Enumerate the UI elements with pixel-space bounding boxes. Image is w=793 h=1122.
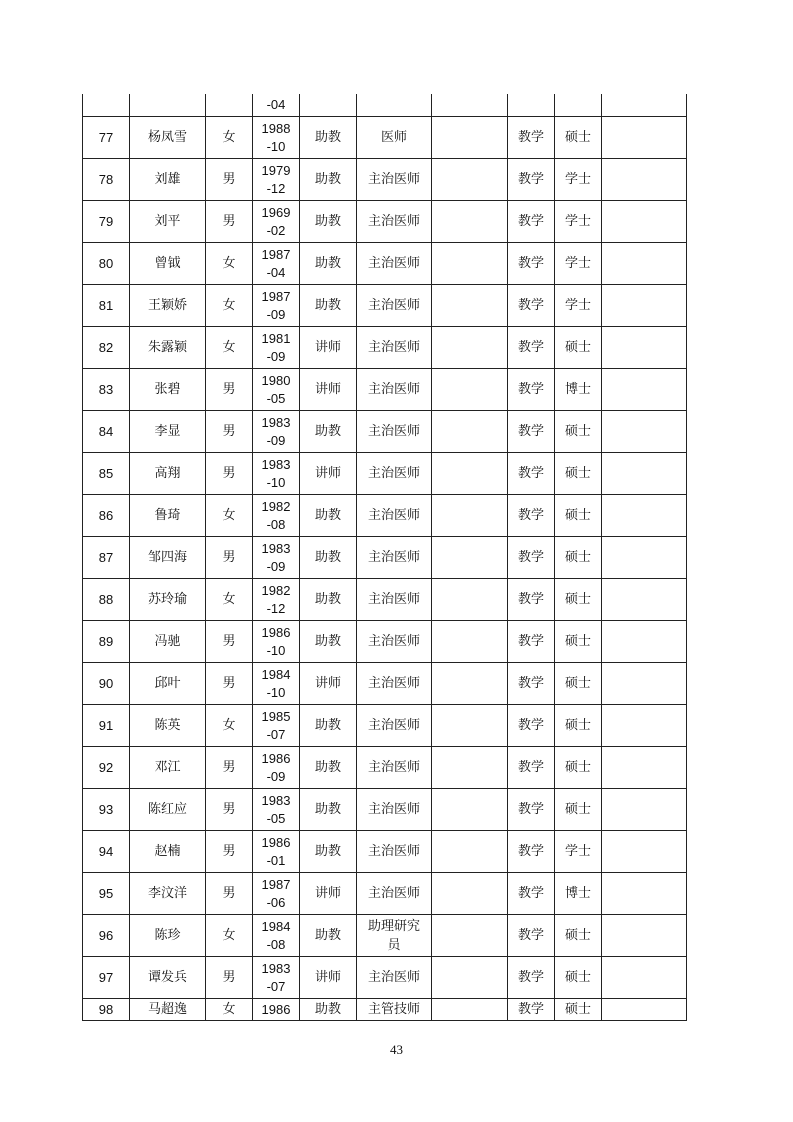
name-cell: 刘平 — [130, 201, 206, 243]
birth-month: -02 — [266, 222, 286, 238]
table-row-last — [83, 999, 687, 1021]
no-cell: 96 — [83, 915, 130, 957]
gender-cell: 女 — [206, 327, 253, 369]
role-cell: 教学 — [508, 579, 555, 621]
gender-cell: 女 — [206, 285, 253, 327]
degree-cell: 博士 — [555, 369, 602, 411]
name-cell: 赵楠 — [130, 831, 206, 873]
professional-title-cell: 主治医师 — [357, 411, 432, 453]
teaching-title-cell: 助教 — [300, 705, 357, 747]
gender-cell: 男 — [206, 411, 253, 453]
degree-cell: 硕士 — [555, 453, 602, 495]
no-cell: 88 — [83, 579, 130, 621]
no-cell: 98 — [83, 999, 130, 1021]
remarks-cell — [602, 915, 687, 957]
gender-cell: 男 — [206, 789, 253, 831]
blank-cell — [432, 537, 508, 579]
name-cell: 马超逸 — [130, 999, 206, 1021]
teaching-title-cell: 助教 — [300, 579, 357, 621]
birth-cell — [253, 327, 300, 369]
birth-cell — [253, 705, 300, 747]
birth-cell — [253, 579, 300, 621]
continued-row — [83, 94, 687, 117]
teaching-title-cell: 讲师 — [300, 369, 357, 411]
degree-cell: 硕士 — [555, 957, 602, 999]
birth-year: 1979 — [261, 162, 291, 178]
name-cell: 邓江 — [130, 747, 206, 789]
degree-cell: 学士 — [555, 285, 602, 327]
remarks-cell — [602, 411, 687, 453]
role-cell: 教学 — [508, 999, 555, 1021]
birth-month: -09 — [266, 558, 286, 574]
name-cell: 陈珍 — [130, 915, 206, 957]
teaching-title-cell: 助教 — [300, 411, 357, 453]
table-row — [83, 621, 687, 663]
teaching-title-cell: 助教 — [300, 243, 357, 285]
degree-cell: 硕士 — [555, 621, 602, 663]
blank-cell — [432, 621, 508, 663]
blank-cell — [432, 789, 508, 831]
table-row — [83, 453, 687, 495]
blank-cell — [432, 831, 508, 873]
birth-month: -10 — [266, 642, 286, 658]
teaching-title-cell: 助教 — [300, 621, 357, 663]
birth-month: -08 — [266, 516, 286, 532]
birth-year: 1982 — [261, 582, 291, 598]
professional-title-cell: 助理研究员 — [357, 915, 432, 957]
teaching-title-cell: 助教 — [300, 159, 357, 201]
degree-cell: 硕士 — [555, 537, 602, 579]
remarks-cell — [602, 537, 687, 579]
birth-month: -04 — [266, 264, 286, 280]
table-row — [83, 327, 687, 369]
degree-cell: 硕士 — [555, 327, 602, 369]
birth-year: 1986 — [261, 834, 291, 850]
professional-title-cell: 主治医师 — [357, 453, 432, 495]
teaching-title-cell: 讲师 — [300, 663, 357, 705]
birth-month: -09 — [266, 768, 286, 784]
birth-cell — [253, 411, 300, 453]
role-cell: 教学 — [508, 117, 555, 159]
table-row — [83, 285, 687, 327]
remarks-cell — [602, 705, 687, 747]
birth-cell — [253, 495, 300, 537]
birth-month: -12 — [266, 600, 286, 616]
blank-cell — [432, 117, 508, 159]
birth-cell — [253, 999, 300, 1021]
professional-title-cell: 主治医师 — [357, 159, 432, 201]
gender-cell: 男 — [206, 537, 253, 579]
degree-cell: 硕士 — [555, 705, 602, 747]
remarks-cell — [602, 243, 687, 285]
degree-cell: 博士 — [555, 873, 602, 915]
name-cell: 谭发兵 — [130, 957, 206, 999]
remarks-cell — [602, 831, 687, 873]
birth-year: 1987 — [261, 876, 291, 892]
birth-year: 1987 — [261, 288, 291, 304]
role-cell: 教学 — [508, 663, 555, 705]
degree-cell: 硕士 — [555, 579, 602, 621]
birth-cell — [253, 747, 300, 789]
gender-cell: 男 — [206, 369, 253, 411]
birth-month: -09 — [266, 306, 286, 322]
table-row — [83, 117, 687, 159]
degree-cell: 硕士 — [555, 789, 602, 831]
remarks-cell — [602, 579, 687, 621]
roster-body — [83, 94, 687, 1021]
table-row — [83, 915, 687, 957]
no-cell: 93 — [83, 789, 130, 831]
birth-month: -05 — [266, 390, 286, 406]
birth-year: 1986 — [261, 624, 291, 640]
birth-cell — [253, 453, 300, 495]
gender-cell: 女 — [206, 705, 253, 747]
professional-title-cell: 主治医师 — [357, 789, 432, 831]
table-row — [83, 705, 687, 747]
blank-cell — [432, 873, 508, 915]
degree-cell: 硕士 — [555, 411, 602, 453]
no-cell: 95 — [83, 873, 130, 915]
remarks-cell — [602, 201, 687, 243]
gender-cell: 女 — [206, 915, 253, 957]
birth-cell — [253, 369, 300, 411]
gender-cell: 男 — [206, 873, 253, 915]
no-cell: 78 — [83, 159, 130, 201]
remarks-cell — [602, 453, 687, 495]
remarks-cell — [602, 873, 687, 915]
birth-year: 1969 — [261, 204, 291, 220]
no-cell: 91 — [83, 705, 130, 747]
professional-title-cell: 主治医师 — [357, 873, 432, 915]
remarks-cell — [602, 117, 687, 159]
degree-cell: 硕士 — [555, 747, 602, 789]
teaching-title-cell: 助教 — [300, 999, 357, 1021]
name-cell: 杨凤雪 — [130, 117, 206, 159]
table-row — [83, 789, 687, 831]
professional-title-cell: 主治医师 — [357, 201, 432, 243]
birth-year: 1983 — [261, 792, 291, 808]
birth-cell — [253, 915, 300, 957]
remarks-cell — [602, 747, 687, 789]
blank-cell — [432, 579, 508, 621]
name-cell: 曾钺 — [130, 243, 206, 285]
teaching-title-cell: 助教 — [300, 915, 357, 957]
birth-cell — [253, 243, 300, 285]
role-cell: 教学 — [508, 285, 555, 327]
gender-cell: 男 — [206, 621, 253, 663]
table-row — [83, 243, 687, 285]
birth-month: -09 — [266, 348, 286, 364]
blank-cell — [432, 495, 508, 537]
role-cell: 教学 — [508, 747, 555, 789]
blank-cell — [432, 201, 508, 243]
table-row — [83, 411, 687, 453]
no-cell: 82 — [83, 327, 130, 369]
no-cell: 79 — [83, 201, 130, 243]
professional-title-cell: 主治医师 — [357, 747, 432, 789]
birth-cell — [253, 831, 300, 873]
professional-title-cell: 主治医师 — [357, 285, 432, 327]
teaching-title-cell: 讲师 — [300, 957, 357, 999]
no-cell: 97 — [83, 957, 130, 999]
remarks-cell — [602, 621, 687, 663]
birth-cell — [253, 957, 300, 999]
role-cell: 教学 — [508, 831, 555, 873]
birth-cell — [253, 663, 300, 705]
birth-year: 1988 — [261, 120, 291, 136]
degree-cell: 硕士 — [555, 117, 602, 159]
role-cell: 教学 — [508, 369, 555, 411]
teaching-title-cell: 助教 — [300, 117, 357, 159]
gender-cell: 男 — [206, 663, 253, 705]
table-row — [83, 873, 687, 915]
professional-title-cell: 主治医师 — [357, 957, 432, 999]
teaching-title-cell: 讲师 — [300, 327, 357, 369]
birth-cell — [253, 285, 300, 327]
name-cell: 张碧 — [130, 369, 206, 411]
remarks-cell — [602, 495, 687, 537]
gender-cell: 女 — [206, 999, 253, 1021]
role-cell: 教学 — [508, 453, 555, 495]
table-row — [83, 831, 687, 873]
professional-title-cell — [357, 94, 432, 117]
role-cell: 教学 — [508, 915, 555, 957]
gender-cell: 女 — [206, 579, 253, 621]
birth-month: -10 — [266, 138, 286, 154]
gender-cell: 男 — [206, 831, 253, 873]
birth-year: 1986 — [261, 1001, 291, 1017]
gender-cell: 女 — [206, 243, 253, 285]
blank-cell — [432, 453, 508, 495]
remarks-cell — [602, 663, 687, 705]
gender-cell — [206, 94, 253, 117]
professional-title-cell: 主治医师 — [357, 831, 432, 873]
role-cell: 教学 — [508, 537, 555, 579]
name-cell: 陈英 — [130, 705, 206, 747]
table-row — [83, 957, 687, 999]
birth-month: -05 — [266, 810, 286, 826]
name-cell: 朱露颖 — [130, 327, 206, 369]
name-cell: 冯驰 — [130, 621, 206, 663]
role-cell: 教学 — [508, 327, 555, 369]
birth-month: -06 — [266, 894, 286, 910]
birth-cell — [253, 789, 300, 831]
teaching-title-cell: 助教 — [300, 789, 357, 831]
blank-cell — [432, 285, 508, 327]
birth-month: -07 — [266, 726, 286, 742]
blank-cell — [432, 957, 508, 999]
degree-cell: 硕士 — [555, 495, 602, 537]
professional-title-cell: 主治医师 — [357, 327, 432, 369]
gender-cell: 男 — [206, 201, 253, 243]
no-cell: 80 — [83, 243, 130, 285]
gender-cell: 男 — [206, 747, 253, 789]
degree-cell: 学士 — [555, 831, 602, 873]
degree-cell: 硕士 — [555, 999, 602, 1021]
birth-year: 1983 — [261, 456, 291, 472]
remarks-cell — [602, 327, 687, 369]
birth-year: 1986 — [261, 750, 291, 766]
birth-year: 1983 — [261, 414, 291, 430]
table-row — [83, 537, 687, 579]
no-cell: 84 — [83, 411, 130, 453]
professional-title-cell: 医师 — [357, 117, 432, 159]
birth-month: -10 — [266, 474, 286, 490]
birth-year: 1982 — [261, 498, 291, 514]
teaching-title-cell: 助教 — [300, 495, 357, 537]
teaching-title-cell: 助教 — [300, 747, 357, 789]
blank-cell — [432, 663, 508, 705]
professional-title-cell: 主治医师 — [357, 579, 432, 621]
birth-month: -01 — [266, 852, 286, 868]
no-cell — [83, 94, 130, 117]
degree-cell: 学士 — [555, 201, 602, 243]
birth-cell: -04 — [253, 94, 300, 117]
professional-title-cell: 主管技师 — [357, 999, 432, 1021]
role-cell — [508, 94, 555, 117]
teaching-title-cell: 讲师 — [300, 873, 357, 915]
no-cell: 81 — [83, 285, 130, 327]
birth-month: -09 — [266, 432, 286, 448]
teaching-title-cell: 助教 — [300, 285, 357, 327]
no-cell: 89 — [83, 621, 130, 663]
teaching-title-cell: 助教 — [300, 831, 357, 873]
birth-year: 1987 — [261, 246, 291, 262]
role-cell: 教学 — [508, 789, 555, 831]
teaching-title-cell: 助教 — [300, 537, 357, 579]
role-cell: 教学 — [508, 495, 555, 537]
no-cell: 90 — [83, 663, 130, 705]
birth-cell — [253, 537, 300, 579]
professional-title-cell: 主治医师 — [357, 621, 432, 663]
remarks-cell — [602, 999, 687, 1021]
professional-title-cell: 主治医师 — [357, 369, 432, 411]
role-cell: 教学 — [508, 705, 555, 747]
role-cell: 教学 — [508, 957, 555, 999]
professional-title-cell: 主治医师 — [357, 705, 432, 747]
blank-cell — [432, 411, 508, 453]
blank-cell — [432, 327, 508, 369]
role-cell: 教学 — [508, 201, 555, 243]
name-cell: 邹四海 — [130, 537, 206, 579]
remarks-cell — [602, 369, 687, 411]
teaching-title-cell: 讲师 — [300, 453, 357, 495]
teaching-title-cell: 助教 — [300, 201, 357, 243]
blank-cell — [432, 999, 508, 1021]
blank-cell — [432, 747, 508, 789]
degree-cell — [555, 94, 602, 117]
gender-cell: 女 — [206, 495, 253, 537]
gender-cell: 男 — [206, 453, 253, 495]
birth-year: 1980 — [261, 372, 291, 388]
birth-year: 1985 — [261, 708, 291, 724]
page-number: 43 — [390, 1042, 403, 1057]
table-row — [83, 369, 687, 411]
remarks-cell — [602, 957, 687, 999]
birth-month: -07 — [266, 978, 286, 994]
remarks-cell — [602, 285, 687, 327]
birth-cell — [253, 159, 300, 201]
remarks-cell — [602, 94, 687, 117]
name-cell: 李显 — [130, 411, 206, 453]
birth-year: 1981 — [261, 330, 291, 346]
professional-title-cell: 主治医师 — [357, 495, 432, 537]
blank-cell — [432, 915, 508, 957]
name-cell: 邱叶 — [130, 663, 206, 705]
table-row — [83, 747, 687, 789]
role-cell: 教学 — [508, 873, 555, 915]
no-cell: 86 — [83, 495, 130, 537]
birth-year: 1984 — [261, 666, 291, 682]
blank-cell — [432, 705, 508, 747]
staff-roster-table — [82, 94, 687, 1021]
name-cell: 王颖娇 — [130, 285, 206, 327]
birth-cell — [253, 873, 300, 915]
table-row — [83, 579, 687, 621]
gender-cell: 男 — [206, 957, 253, 999]
role-cell: 教学 — [508, 243, 555, 285]
birth-cell — [253, 621, 300, 663]
birth-year: 1984 — [261, 918, 291, 934]
no-cell: 92 — [83, 747, 130, 789]
professional-title-cell: 主治医师 — [357, 243, 432, 285]
birth-year: 1983 — [261, 540, 291, 556]
role-cell: 教学 — [508, 411, 555, 453]
gender-cell: 女 — [206, 117, 253, 159]
remarks-cell — [602, 789, 687, 831]
name-cell: 李汶洋 — [130, 873, 206, 915]
name-cell: 鲁琦 — [130, 495, 206, 537]
teaching-title-cell — [300, 94, 357, 117]
blank-cell — [432, 369, 508, 411]
professional-title-cell: 主治医师 — [357, 663, 432, 705]
no-cell: 83 — [83, 369, 130, 411]
gender-cell: 男 — [206, 159, 253, 201]
name-cell — [130, 94, 206, 117]
degree-cell: 硕士 — [555, 915, 602, 957]
table-row — [83, 159, 687, 201]
remarks-cell — [602, 159, 687, 201]
role-cell: 教学 — [508, 621, 555, 663]
birth-month: -10 — [266, 684, 286, 700]
no-cell: 85 — [83, 453, 130, 495]
table-row — [83, 201, 687, 243]
name-cell: 陈红应 — [130, 789, 206, 831]
name-cell: 苏玲瑜 — [130, 579, 206, 621]
birth-month: -08 — [266, 936, 286, 952]
no-cell: 77 — [83, 117, 130, 159]
degree-cell: 学士 — [555, 243, 602, 285]
table-row — [83, 495, 687, 537]
name-cell: 刘雄 — [130, 159, 206, 201]
professional-title-cell: 主治医师 — [357, 537, 432, 579]
no-cell: 94 — [83, 831, 130, 873]
birth-cell — [253, 117, 300, 159]
table-row — [83, 663, 687, 705]
birth-year: 1983 — [261, 960, 291, 976]
name-cell: 高翔 — [130, 453, 206, 495]
birth-month: -12 — [266, 180, 286, 196]
blank-cell — [432, 94, 508, 117]
blank-cell — [432, 243, 508, 285]
degree-cell: 学士 — [555, 159, 602, 201]
role-cell: 教学 — [508, 159, 555, 201]
birth-cell — [253, 201, 300, 243]
degree-cell: 硕士 — [555, 663, 602, 705]
blank-cell — [432, 159, 508, 201]
no-cell: 87 — [83, 537, 130, 579]
